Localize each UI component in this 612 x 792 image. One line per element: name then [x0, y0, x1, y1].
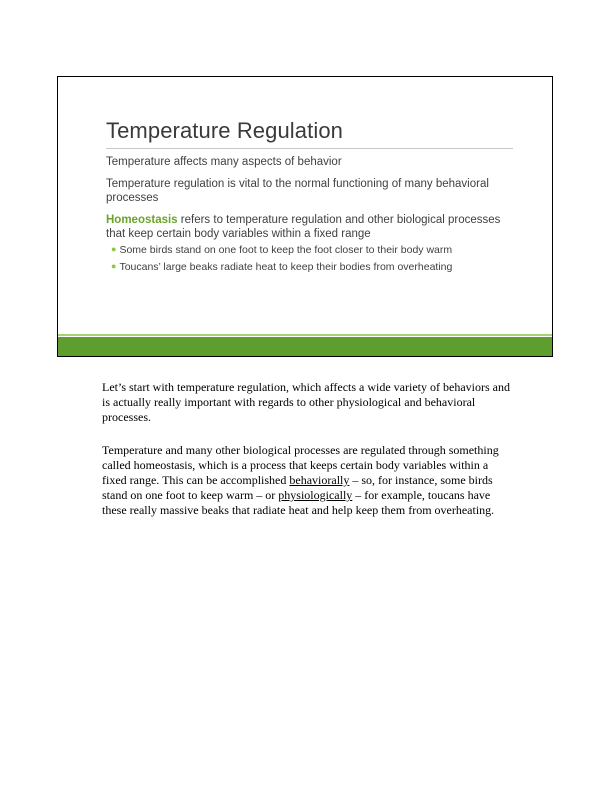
slide-bullet-homeostasis: [106, 213, 516, 241]
slide-bullet: Temperature affects many aspects of behavior: [106, 156, 342, 168]
speaker-notes: [102, 380, 514, 536]
sub-bullet-text: Toucans’ large beaks radiate heat to keep their bodies from overheating: [119, 261, 453, 273]
slide-title: Temperature Regulation: [106, 118, 344, 143]
slide-frame: [57, 76, 553, 357]
sub-bullet: [111, 243, 516, 257]
notes-text: Temperature and many other biological processes are regulated through something called homeostasis, which is a process that keeps certain body variables within a fixed range. This can be accomplished: [102, 443, 499, 487]
notes-paragraph-2: [102, 443, 514, 518]
bullet-dot-icon: ●: [111, 244, 117, 254]
slide-accent-line: [58, 334, 552, 336]
bullet-dot-icon: ●: [111, 261, 117, 271]
underlined-term-behaviorally: behaviorally: [289, 473, 350, 487]
homeostasis-term: Homeostasis: [106, 214, 178, 226]
slide-footer-bar: [58, 337, 552, 357]
slide-body: [106, 155, 516, 277]
slide-bullet: Temperature regulation is vital to the normal functioning of many behavioral processes: [106, 178, 489, 204]
notes-text: – for example, toucans have these really massive beaks that radiate heat and help keep them from overheating.: [102, 488, 495, 517]
underlined-term-physiologically: physiologically: [278, 488, 353, 502]
title-divider: [106, 148, 513, 149]
notes-text: – so, for instance, some birds stand on one foot to keep warm – or: [102, 473, 493, 502]
homeostasis-sub-bullets: [106, 243, 516, 274]
notes-paragraph-1: Let’s start with temperature regulation, which affects a wide variety of behaviors and is actually really important with regards to other physiological and behavioral processes.: [102, 380, 510, 424]
sub-bullet-text: Some birds stand on one foot to keep the foot closer to their body warm: [119, 244, 453, 256]
sub-bullet: [111, 260, 516, 274]
homeostasis-definition: refers to temperature regulation and other biological processes that keep certain body variables within a fixed range: [106, 214, 501, 240]
